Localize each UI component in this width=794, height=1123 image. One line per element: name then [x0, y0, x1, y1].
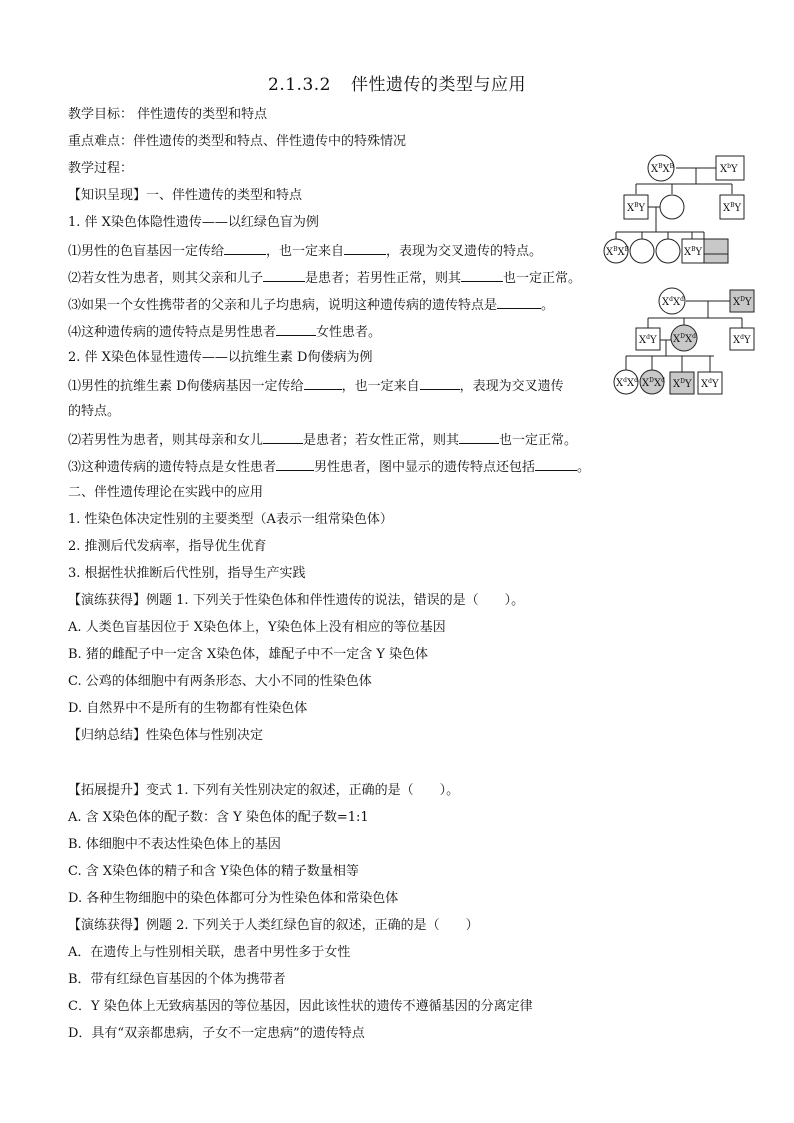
- title-text: 伴性遗传的类型与应用: [350, 75, 526, 95]
- blank-field[interactable]: [461, 268, 503, 282]
- genotype-label: $X^DY$: [673, 378, 692, 390]
- genotype-label: $X^BY$: [723, 202, 742, 214]
- pedigree-1-svg: [596, 152, 756, 268]
- text: ⑴男性的抗维生素 D佝偻病基因一定传给: [68, 379, 304, 394]
- blank-field[interactable]: [344, 241, 386, 255]
- genotype-label: $X^dX^d$: [616, 377, 638, 389]
- app-item-1: 1. 性染色体决定性别的主要类型（A表示一组常染色体）: [68, 512, 393, 527]
- example-1-option-b: B. 猪的雌配子中一定含 X染色体，雄配子中不一定含 Y 染色体: [68, 647, 429, 662]
- d1-line: [68, 376, 564, 396]
- blank-field[interactable]: [497, 295, 541, 309]
- pedigree-color-blindness: [596, 152, 756, 268]
- text: 女性患者。: [316, 325, 382, 340]
- q2-line: [68, 268, 581, 288]
- genotype-label: $X^DX^d$: [642, 377, 665, 389]
- variant-1-option-a: A. 含 X染色体的配子数：含 Y 染色体的配子数=1:1: [68, 810, 369, 825]
- blank-field[interactable]: [224, 241, 266, 255]
- text: 男性患者，图中显示的遗传特点还包括: [314, 460, 536, 475]
- variant-1-option-c: C. 含 X染色体的精子和含 Y染色体的精子数量相等: [68, 864, 359, 879]
- genotype-label: $X^DY$: [733, 296, 752, 308]
- blank-field[interactable]: [276, 322, 316, 336]
- pedigree-rickets: [606, 286, 766, 400]
- blank-field[interactable]: [459, 430, 499, 444]
- genotype-label: $X^BX^B$: [651, 163, 675, 175]
- genotype-label: $X^bY$: [720, 163, 738, 175]
- example-2-option-c: C．Y 染色体上无致病基因的等位基因，因此该性状的遗传不遵循基因的分离定律: [68, 999, 533, 1014]
- genotype-label: $X^DX^d$: [673, 333, 696, 345]
- text: ⑶如果一个女性携带者的父亲和儿子均患病，说明这种遗传病的遗传特点是: [68, 298, 498, 313]
- blank-field[interactable]: [304, 376, 342, 390]
- text: ⑶这种遗传病的遗传特点是女性患者: [68, 460, 277, 475]
- example-2-question: 【演练获得】例题 2. 下列关于人类红绿色盲的叙述，正确的是（ ）: [68, 918, 479, 933]
- q1-line: [68, 241, 542, 261]
- key-points: 重点难点：伴性遗传的类型和特点、伴性遗传中的特殊情况: [68, 134, 407, 149]
- title-number: 2.1.3.2: [268, 75, 331, 95]
- d3-line: [68, 457, 590, 477]
- genotype-label: $X^dY$: [733, 334, 751, 346]
- example-1-question: 【演练获得】例题 1. 下列关于性染色体和伴性遗传的说法，错误的是（ ）。: [68, 593, 525, 608]
- blank-field[interactable]: [420, 376, 460, 390]
- genotype-label: $X^BX^B$: [606, 246, 630, 258]
- item-x-dominant: 2. 伴 X染色体显性遗传——以抗维生素 D佝偻病为例: [68, 350, 373, 365]
- genotype-label: $X^dY$: [701, 378, 719, 390]
- text: 也一定正常。: [503, 271, 582, 286]
- text: 也一定正常。: [499, 433, 578, 448]
- teaching-goal: 教学目标： 伴性遗传的类型和特点: [68, 107, 268, 122]
- genotype-label: $X^dY$: [639, 334, 657, 346]
- text: ，也一定来自: [341, 379, 420, 394]
- text: ，表现为交叉遗传: [459, 379, 564, 394]
- text: ⑴男性的色盲基因一定传给: [68, 244, 225, 259]
- app-item-3: 3. 根据性状推断后代性别，指导生产实践: [68, 566, 306, 581]
- pedigree-2-svg: [606, 286, 766, 400]
- text: ，表现为交叉遗传的特点。: [386, 244, 543, 259]
- example-2-option-b: B．带有红绿色盲基因的个体为携带者: [68, 972, 286, 987]
- section-two-heading: 二、伴性遗传理论在实践中的应用: [68, 485, 264, 500]
- item-x-recessive: 1. 伴 X染色体隐性遗传——以红绿色盲为例: [68, 215, 319, 230]
- blank-field[interactable]: [535, 457, 577, 471]
- text: 。: [577, 460, 591, 475]
- example-2-option-a: A．在遗传上与性别相关联，患者中男性多于女性: [68, 945, 351, 960]
- genotype-label: $X^BY$: [684, 246, 703, 258]
- blank-field[interactable]: [276, 457, 314, 471]
- text: ⑵若男性为患者，则其母亲和女儿: [68, 433, 264, 448]
- example-1-option-d: D. 自然界中不是所有的生物都有性染色体: [68, 701, 308, 716]
- text: 是患者；若女性正常，则其: [303, 433, 460, 448]
- text: 是患者；若男性正常，则其: [305, 271, 462, 286]
- app-item-2: 2. 推测后代发病率，指导优生优育: [68, 539, 267, 554]
- section-one-heading: 【知识呈现】一、伴性遗传的类型和特点: [68, 188, 303, 203]
- text: ，也一定来自: [266, 244, 345, 259]
- genotype-label: $X^dX^d$: [662, 296, 684, 308]
- blank-field[interactable]: [263, 268, 305, 282]
- blank-field[interactable]: [263, 430, 303, 444]
- genotype-label: $X^BY$: [627, 202, 646, 214]
- variant-1-option-b: B. 体细胞中不表达性染色体上的基因: [68, 837, 281, 852]
- example-2-option-d: D．具有“双亲都患病，子女不一定患病”的遗传特点: [68, 1026, 365, 1041]
- text: 。: [541, 298, 555, 313]
- variant-1-question: 【拓展提升】变式 1. 下列有关性别决定的叙述，正确的是（ ）。: [68, 783, 460, 798]
- teaching-process: 教学过程：: [68, 161, 134, 176]
- example-1-option-a: A. 人类色盲基因位于 X染色体上，Y染色体上没有相应的等位基因: [68, 620, 446, 635]
- page-title: [0, 70, 794, 95]
- q4-line: [68, 322, 381, 342]
- summary-heading: 【归纳总结】性染色体与性别决定: [68, 728, 264, 743]
- example-1-option-c: C. 公鸡的体细胞中有两条形态、大小不同的性染色体: [68, 674, 372, 689]
- d2-line: [68, 430, 577, 450]
- text: ⑵若女性为患者，则其父亲和儿子: [68, 271, 264, 286]
- variant-1-option-d: D. 各种生物细胞中的染色体都可分为性染色体和常染色体: [68, 891, 399, 906]
- q3-line: [68, 295, 554, 315]
- d1-line-cont: 的特点。: [68, 404, 121, 419]
- text: ⑷这种遗传病的遗传特点是男性患者: [68, 325, 277, 340]
